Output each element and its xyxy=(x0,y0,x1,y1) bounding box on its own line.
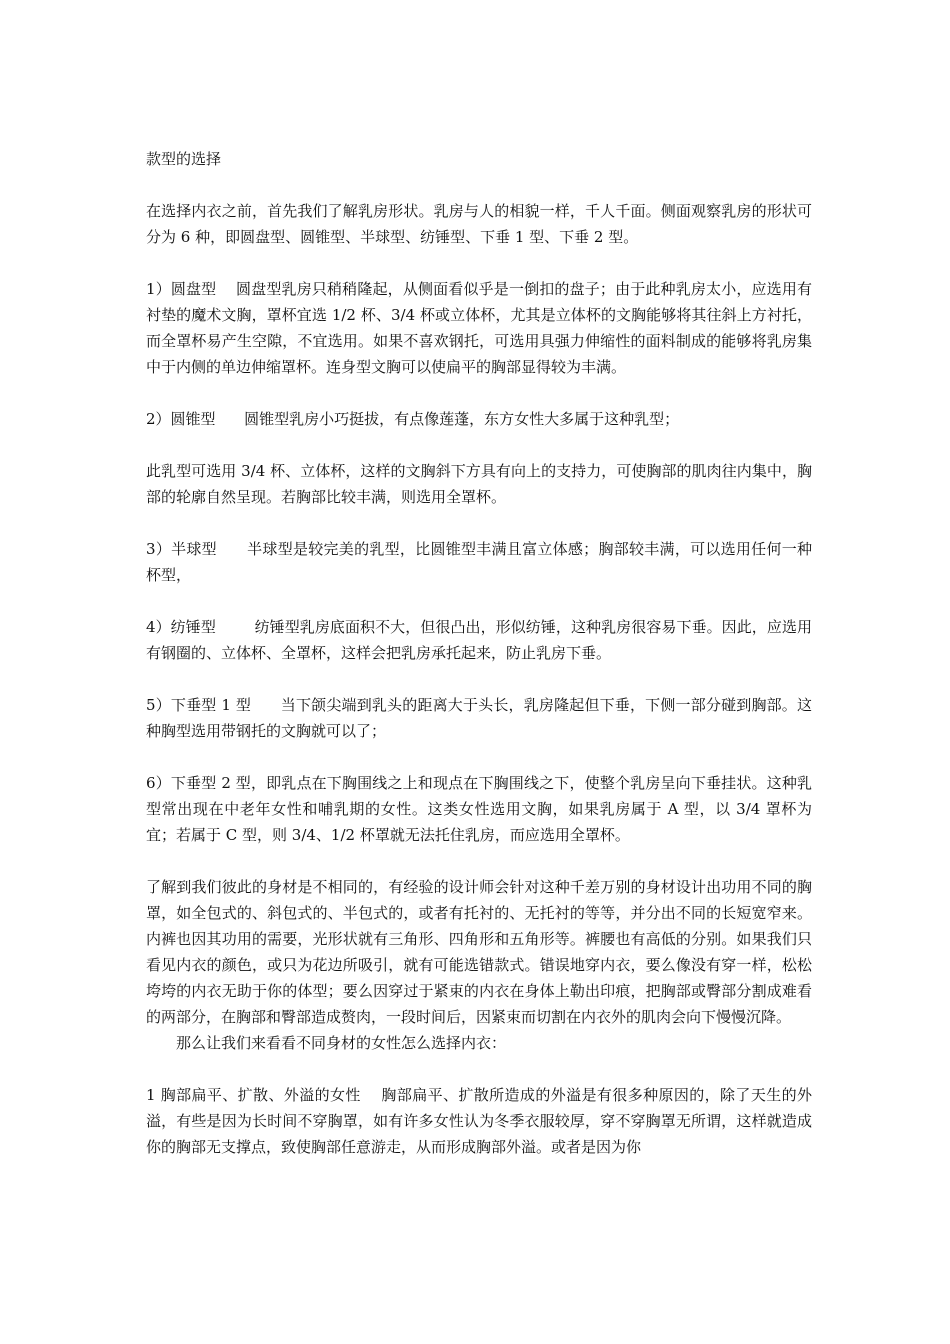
paragraph-type-2-advice: 此乳型可选用 3/4 杯、立体杯，这样的文胸斜下方具有向上的支持力，可使胸部的肌肉往内集中，胸部的轮廓自然呈现。若胸部比较丰满，则选用全罩杯。 xyxy=(146,462,812,506)
paragraph-type-2-cone: 2）圆锥型 圆锥型乳房小巧挺拔，有点像莲蓬，东方女性大多属于这种乳型； xyxy=(146,410,680,428)
document-title: 款型的选择 xyxy=(146,150,222,168)
paragraph-type-4-spindle: 4）纺锤型 纺锤型乳房底面积不大，但很凸出，形似纺锤，这种乳房很容易下垂。因此，应选用有钢圈的、立体杯、全罩杯，这样会把乳房承托起来，防止乳房下垂。 xyxy=(146,618,812,662)
paragraph-type-5-droop-1: 5）下垂型 1 型 当下颌尖端到乳头的距离大于头长，乳房隆起但下垂，下侧一部分碰到胸部。这种胸型选用带钢托的文胸就可以了； xyxy=(146,696,812,740)
paragraph-type-1-disc: 1）圆盘型 圆盘型乳房只稍稍隆起，从侧面看似乎是一倒扣的盘子；由于此种乳房太小，应选用有衬垫的魔术文胸，罩杯宜选 1/2 杯、3/4 杯或立体杯，尤其是立体杯的文胸能够将其往斜上方衬托，而全罩杯易产生空隙，不宜选用。如果不喜欢钢托，可选用具强力伸缩性的面料制成的能够将乳房集中于内侧的单边伸缩罩杯。连身型文胸可以使扁平的胸部显得较为丰满。 xyxy=(146,280,812,376)
document-body xyxy=(146,146,812,1160)
paragraph-intro: 在选择内衣之前，首先我们了解乳房形状。乳房与人的相貌一样，千人千面。侧面观察乳房的形状可分为 6 种，即圆盘型、圆锥型、半球型、纺锤型、下垂 1 型、下垂 2 型。 xyxy=(146,202,812,246)
paragraph-type-3-hemisphere: 3）半球型 半球型是较完美的乳型，比圆锥型丰满且富立体感；胸部较丰满，可以选用任何一种杯型， xyxy=(146,540,812,584)
paragraph-transition: 那么让我们来看看不同身材的女性怎么选择内衣： xyxy=(176,1034,507,1052)
paragraph-flat-chest: 1 胸部扁平、扩散、外溢的女性 胸部扁平、扩散所造成的外溢是有很多种原因的，除了天生的外溢，有些是因为长时间不穿胸罩，如有许多女性认为冬季衣服较厚，穿不穿胸罩无所谓，这样就造成你的胸部无支撑点，致使胸部任意游走，从而形成胸部外溢。或者是因为你 xyxy=(146,1086,812,1156)
paragraph-type-6-droop-2: 6）下垂型 2 型，即乳点在下胸围线之上和现点在下胸围线之下，使整个乳房呈向下垂挂状。这种乳型常出现在中老年女性和哺乳期的女性。这类女性选用文胸，如果乳房属于 A 型，以 3/4 罩杯为宜；若属于 C 型，则 3/4、1/2 杯罩就无法托住乳房，而应选用全罩杯。 xyxy=(146,774,812,844)
paragraph-body-shape: 了解到我们彼此的身材是不相同的，有经验的设计师会针对这种千差万别的身材设计出功用不同的胸罩，如全包式的、斜包式的、半包式的，或者有托衬的、无托衬的等等，并分出不同的长短宽窄来。内裤也因其功用的需要，光形状就有三角形、四角形和五角形等。裤腰也有高低的分别。如果我们只看见内衣的颜色，或只为花边所吸引，就有可能选错款式。错误地穿内衣，要么像没有穿一样，松松垮垮的内衣无助于你的体型；要么因穿过于紧束的内衣在身体上勒出印痕，把胸部或臀部分割成难看的两部分，在胸部和臀部造成赘肉，一段时间后，因紧束而切割在内衣外的肌肉会向下慢慢沉降。 xyxy=(146,878,812,1026)
